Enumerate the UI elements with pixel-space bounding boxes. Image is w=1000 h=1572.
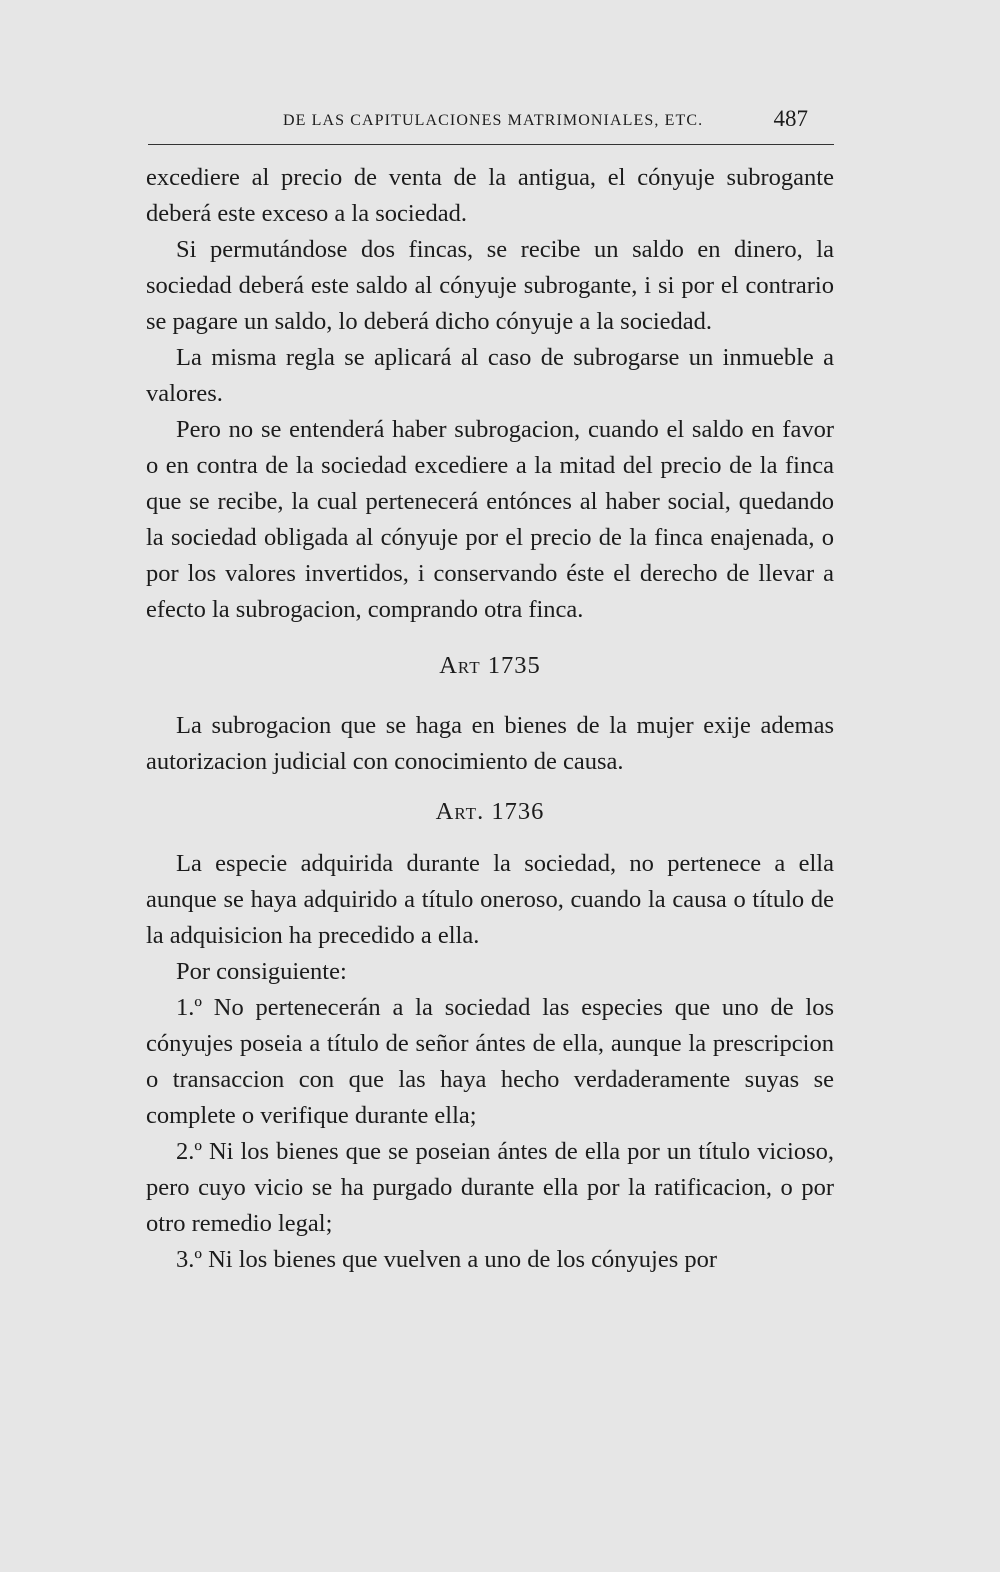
page-body [146, 160, 834, 1278]
article-number: 1735 [487, 652, 541, 679]
header-rule [148, 144, 834, 145]
article-1735-heading [146, 648, 834, 684]
article-number: 1736 [491, 798, 545, 825]
article-1736-intro: Por consiguiente: [176, 958, 347, 985]
paragraph-permuta: Si permutándose dos fincas, se recibe un saldo en dinero, la sociedad deberá este saldo al cónyuje subrogante, i si por el contrario se pagare un saldo, lo deberá dicho cónyuje a la sociedad. [146, 236, 834, 335]
article-1736-item-2: 2.º Ni los bienes que se poseian ántes de ella por un título vicioso, pero cuyo vicio se ha purgado durante ella por la ratificacion, o por otro remedio legal; [146, 1138, 834, 1237]
article-1736-text: La especie adquirida durante la sociedad, no pertenece a ella aunque se haya adquirido a título oneroso, cuando la causa o título de la adquisicion ha precedido a ella. [146, 850, 834, 949]
article-1735-text: La subrogacion que se haga en bienes de la mujer exije ademas autorizacion judicial con conocimiento de causa. [146, 712, 834, 775]
paragraph-continuation: excediere al precio de venta de la antigua, el cónyuje subrogante deberá este exceso a la sociedad. [146, 164, 834, 227]
page-number: 487 [773, 106, 808, 131]
paragraph-valores: La misma regla se aplicará al caso de subrogarse un inmueble a valores. [146, 344, 834, 407]
running-title: DE LAS CAPITULACIONES MATRIMONIALES, ETC. [283, 112, 704, 129]
page-header [148, 106, 834, 146]
article-1736-item-3: 3.º Ni los bienes que vuelven a uno de los cónyujes por [176, 1246, 718, 1273]
article-1736-heading [146, 794, 834, 830]
article-label: Art. [435, 798, 485, 825]
article-label: Art [439, 652, 481, 679]
paragraph-saldo: Pero no se entenderá haber subrogacion, cuando el saldo en favor o en contra de la sociedad excediere a la mitad del precio de la finca que se recibe, la cual pertenecerá entónces al haber social, quedando la sociedad obligada al cónyuje por el precio de la finca enajenada, o por los valores invertidos, i conservando éste el derecho de llevar a efecto la subrogacion, comprando otra finca. [146, 416, 834, 623]
article-1736-item-1: 1.º No pertenecerán a la sociedad las especies que uno de los cónyujes poseia a título de señor ántes de ella, aunque la prescripcion o transaccion con que las haya hecho verdaderamente suyas se complete o verifique durante ella; [146, 994, 834, 1129]
